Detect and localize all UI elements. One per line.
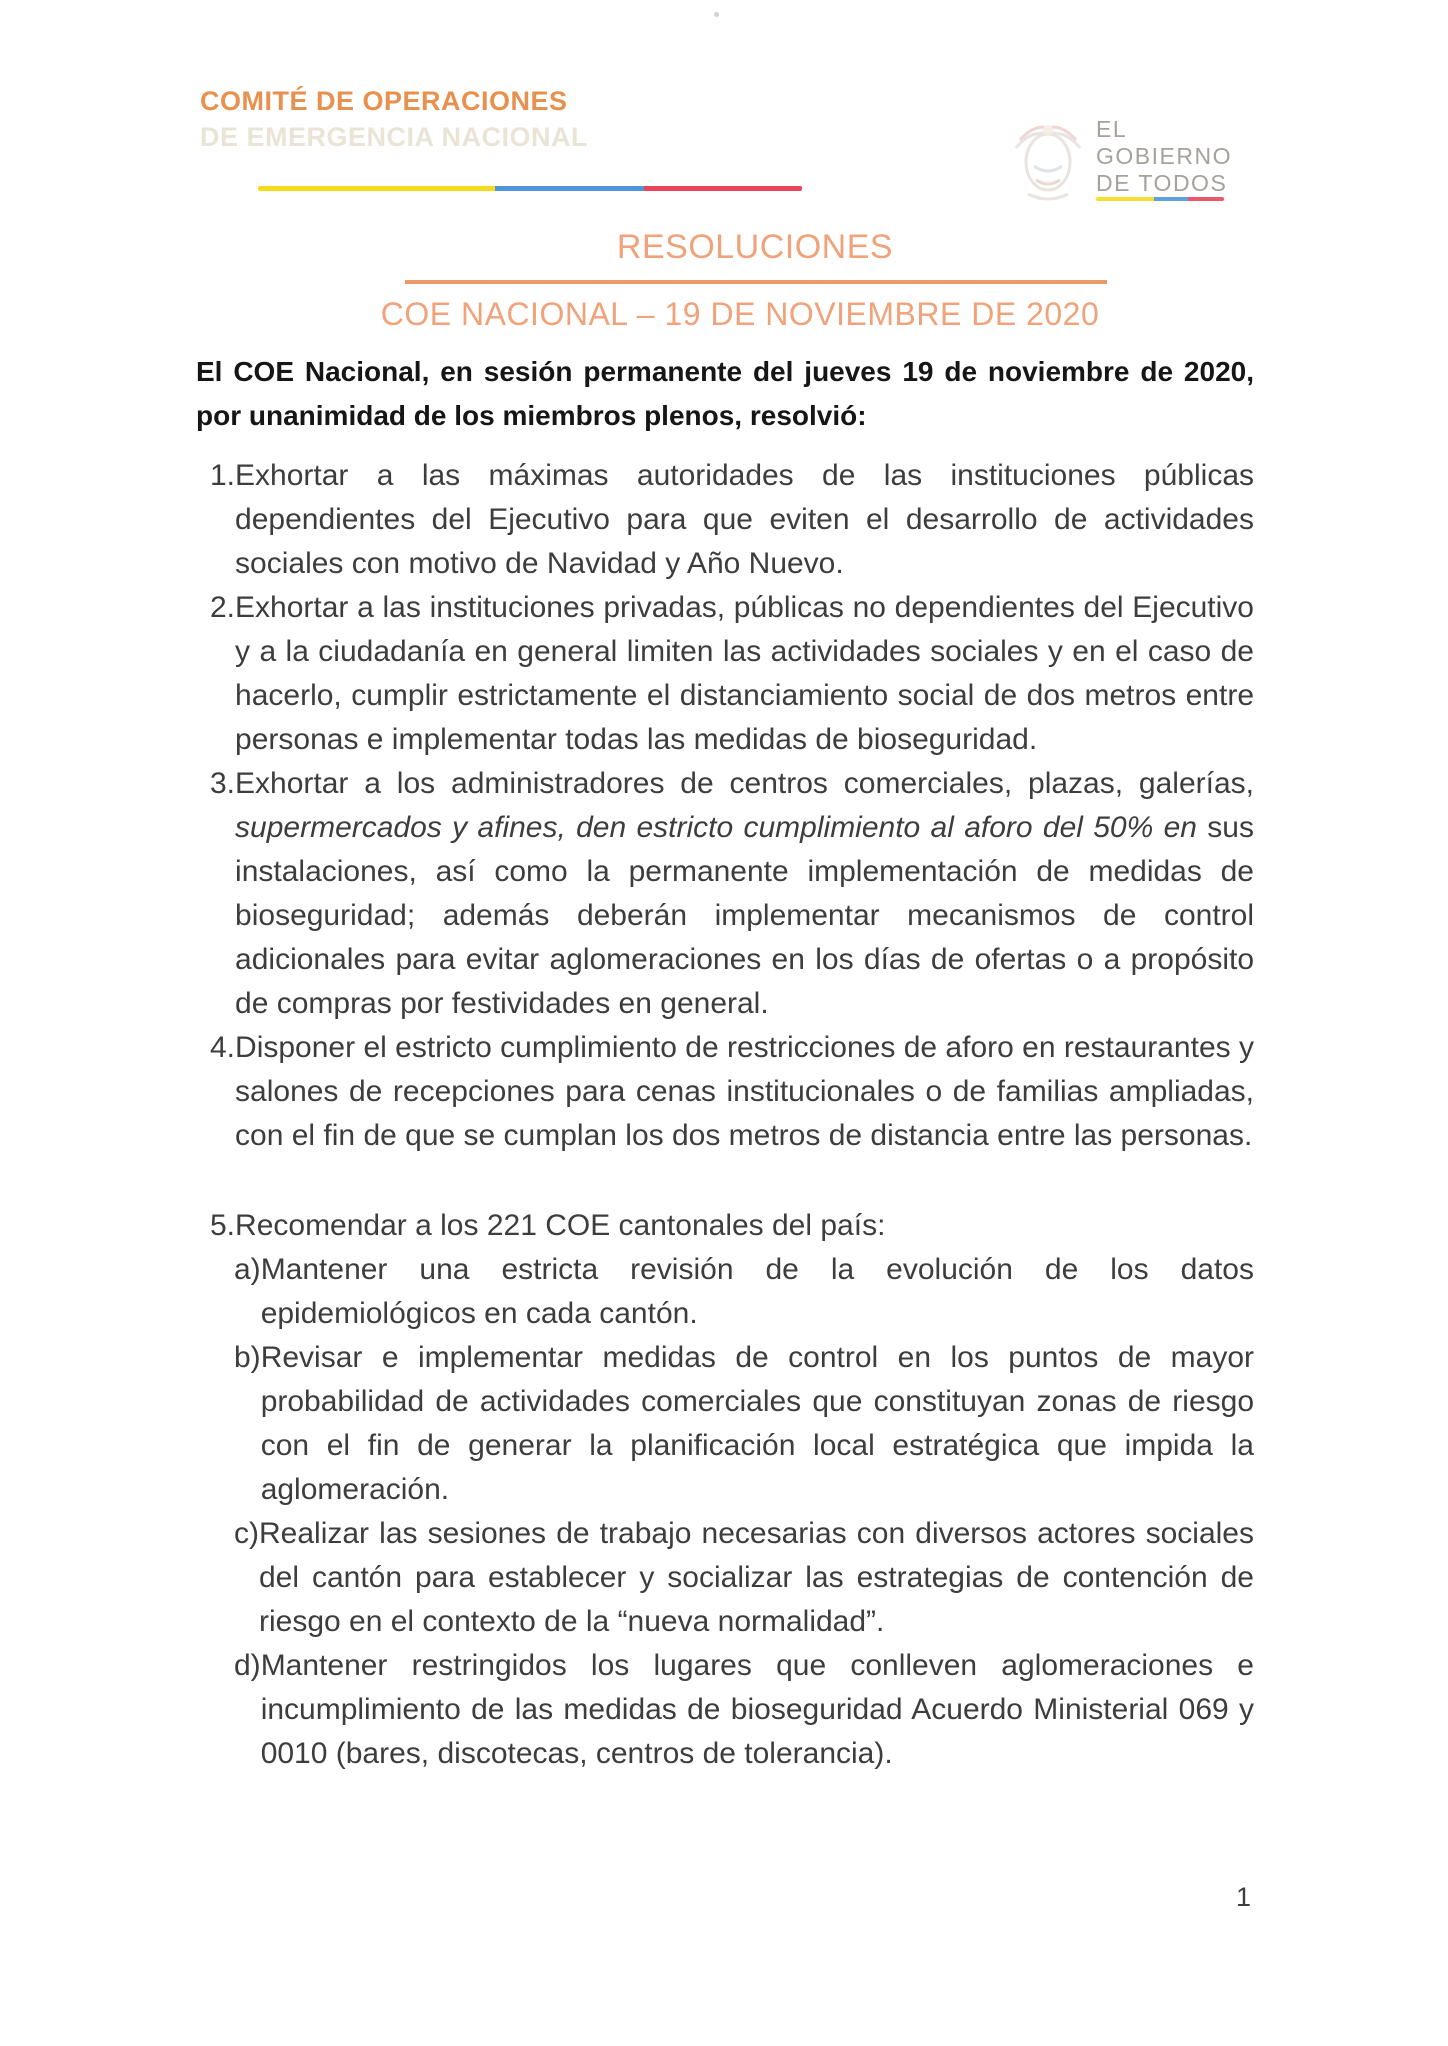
document-title: RESOLUCIONES [616, 228, 894, 266]
resolution-item [196, 454, 1254, 586]
scan-artifact-dot [714, 12, 719, 17]
sub-item-text: Mantener restringidos los lugares que conlleven aglomeraciones e incumplimiento de las medidas de bioseguridad Acuerdo Ministerial 069 y 0010 (bares, discotecas, centros de tolerancia). [260, 1649, 1254, 1770]
item-text [235, 586, 1254, 762]
sub-item-letter: a) [234, 1253, 261, 1286]
item-text [235, 454, 1254, 586]
gov-logo-line1: EL [1096, 116, 1128, 142]
resolution-sub-item [232, 1248, 1254, 1336]
item-number: 5. [210, 1209, 236, 1242]
resolution-item [196, 1026, 1254, 1158]
item-text-segment: sus instalaciones, así como la permanente implementación de medidas de bioseguridad; además deberán implementar mecanismos de control adicionales para evitar aglomeraciones en los días de ofertas o a propósito de compras por festividades en general. [235, 811, 1254, 1020]
item-text-segment: Disponer el estricto cumplimiento de restricciones de aforo en restaurantes y salones de recepciones para cenas institucionales o de familias ampliadas, con el fin de que se cumplan los dos metros de distancia entre las personas. [235, 1031, 1254, 1152]
item-text-segment: Exhortar a las máximas autoridades de las instituciones públicas dependientes del Ejecutivo para que eviten el desarrollo de actividades sociales con motivo de Navidad y Año Nuevo. [235, 459, 1254, 580]
flag-blue-segment [495, 186, 645, 191]
item-text [235, 762, 1254, 1026]
resolution-sub-item [232, 1644, 1254, 1776]
sub-item-text: Mantener una estricta revisión de la evolución de los datos epidemiológicos en cada cantón. [260, 1253, 1254, 1330]
sub-item-text: Realizar las sesiones de trabajo necesarias con diversos actores sociales del cantón para establecer y socializar las estrategias de contención de riesgo en el contexto de la “nueva normalidad”. [259, 1517, 1254, 1638]
gov-logo-line2: GOBIERNO [1096, 143, 1232, 169]
item-number: 4. [210, 1031, 236, 1064]
item-text-segment: Recomendar a los 221 COE cantonales del país: [235, 1209, 886, 1242]
title-underline [405, 280, 1107, 284]
item-text-italic-segment: supermercados y afines, den estricto cumplimiento al aforo del 50% en [235, 811, 1197, 844]
sub-item-letter: c) [234, 1517, 259, 1550]
intro-paragraph: El COE Nacional, en sesión permanente del jueves 19 de noviembre de 2020, por unanimidad de los miembros plenos, resolvió: [196, 356, 1254, 431]
sub-item-letter: b) [234, 1341, 261, 1374]
ecuador-flag-bar [258, 186, 802, 191]
item-text-segment: Exhortar a los administradores de centros comerciales, plazas, galerías, [235, 767, 1254, 800]
item-text [235, 1204, 1254, 1248]
item-text [235, 1026, 1254, 1158]
resolution-sub-item [232, 1336, 1254, 1512]
flag-blue-segment [1154, 197, 1189, 201]
resolution-item [196, 762, 1254, 1026]
resolutions-list [196, 454, 1254, 1776]
document-body [196, 350, 1254, 1776]
document-subtitle: COE NACIONAL – 19 DE NOVIEMBRE DE 2020 [380, 296, 1100, 332]
flag-yellow-segment [1096, 197, 1154, 201]
flag-yellow-segment [258, 186, 495, 191]
item-number: 1. [210, 459, 236, 492]
sub-item-text: Revisar e implementar medidas de control en los puntos de mayor probabilidad de actividades comerciales que constituyan zonas de riesgo con el fin de generar la planificación local estratégica que impida la aglomeración. [260, 1341, 1254, 1506]
org-name-line2: DE EMERGENCIA NACIONAL [200, 122, 589, 152]
resolution-item [196, 586, 1254, 762]
gov-logo-line3: DE TODOS [1096, 170, 1228, 196]
gov-logo-flag-bar [1096, 197, 1224, 201]
resolution-item [196, 1204, 1254, 1248]
ecuador-coat-of-arms-icon [1006, 110, 1090, 206]
item-text-segment: Exhortar a las instituciones privadas, públicas no dependientes del Ejecutivo y a la ciudadanía en general limiten las actividades sociales y en el caso de hacerlo, cumplir estrictamente el distanciamiento social de dos metros entre personas e implementar todas las medidas de bioseguridad. [235, 591, 1254, 756]
gov-logo-text [1096, 116, 1232, 197]
sub-item-letter: d) [234, 1649, 261, 1682]
org-name-line1: COMITÉ DE OPERACIONES [200, 86, 568, 116]
item-number: 3. [210, 767, 236, 800]
resolution-sub-item [232, 1512, 1254, 1644]
flag-red-segment [644, 186, 802, 191]
item-number: 2. [210, 591, 236, 624]
page-number: 1 [1236, 1882, 1252, 1912]
flag-red-segment [1188, 197, 1224, 201]
